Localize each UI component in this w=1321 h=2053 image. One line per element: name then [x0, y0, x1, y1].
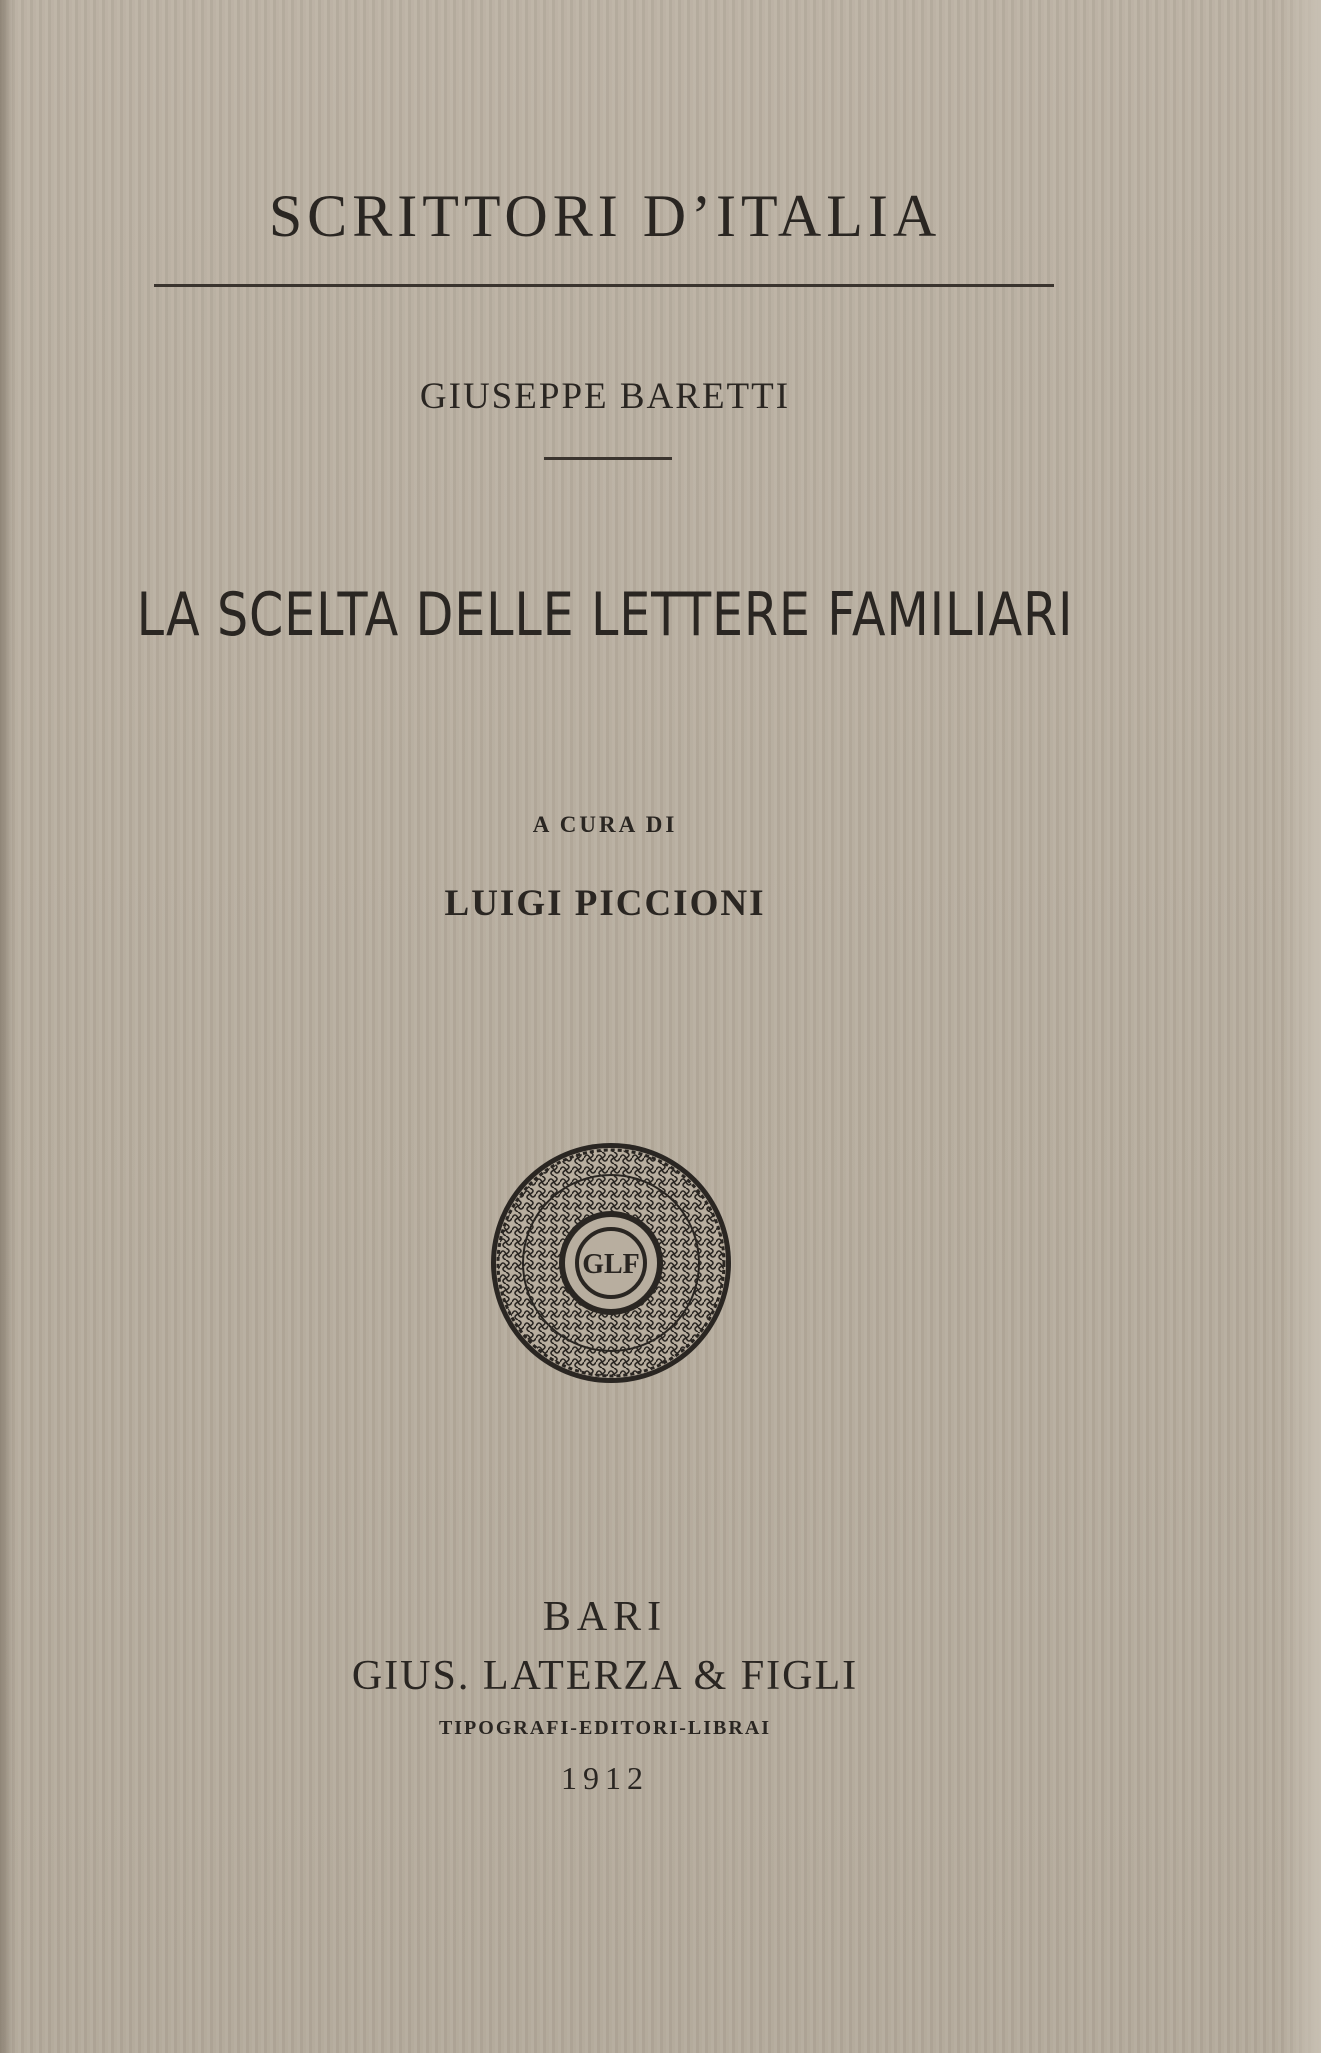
book-title: LA SCELTA DELLE LETTERE FAMILIARI: [136, 580, 1074, 650]
cover-right-edge: [1281, 0, 1321, 2053]
publisher-name: GIUS. LATERZA & FIGLI: [351, 1653, 859, 1699]
publisher-trade: TIPOGRAFI-EDITORI-LIBRAI: [438, 1717, 772, 1739]
series-title: SCRITTORI D’ITALIA: [268, 183, 942, 249]
author-name: GIUSEPPE BARETTI: [419, 376, 791, 417]
editor-name: LUIGI PICCIONI: [444, 883, 766, 924]
publisher-city: BARI: [542, 1594, 668, 1640]
seal-monogram: GLF: [582, 1249, 640, 1280]
publisher-seal-icon: [488, 1140, 734, 1386]
author-divider: [544, 457, 672, 460]
publication-year: 1912: [561, 1760, 649, 1796]
editor-label: A CURA DI: [532, 812, 678, 837]
series-divider: [154, 284, 1054, 287]
cover-left-edge: [0, 0, 14, 2053]
